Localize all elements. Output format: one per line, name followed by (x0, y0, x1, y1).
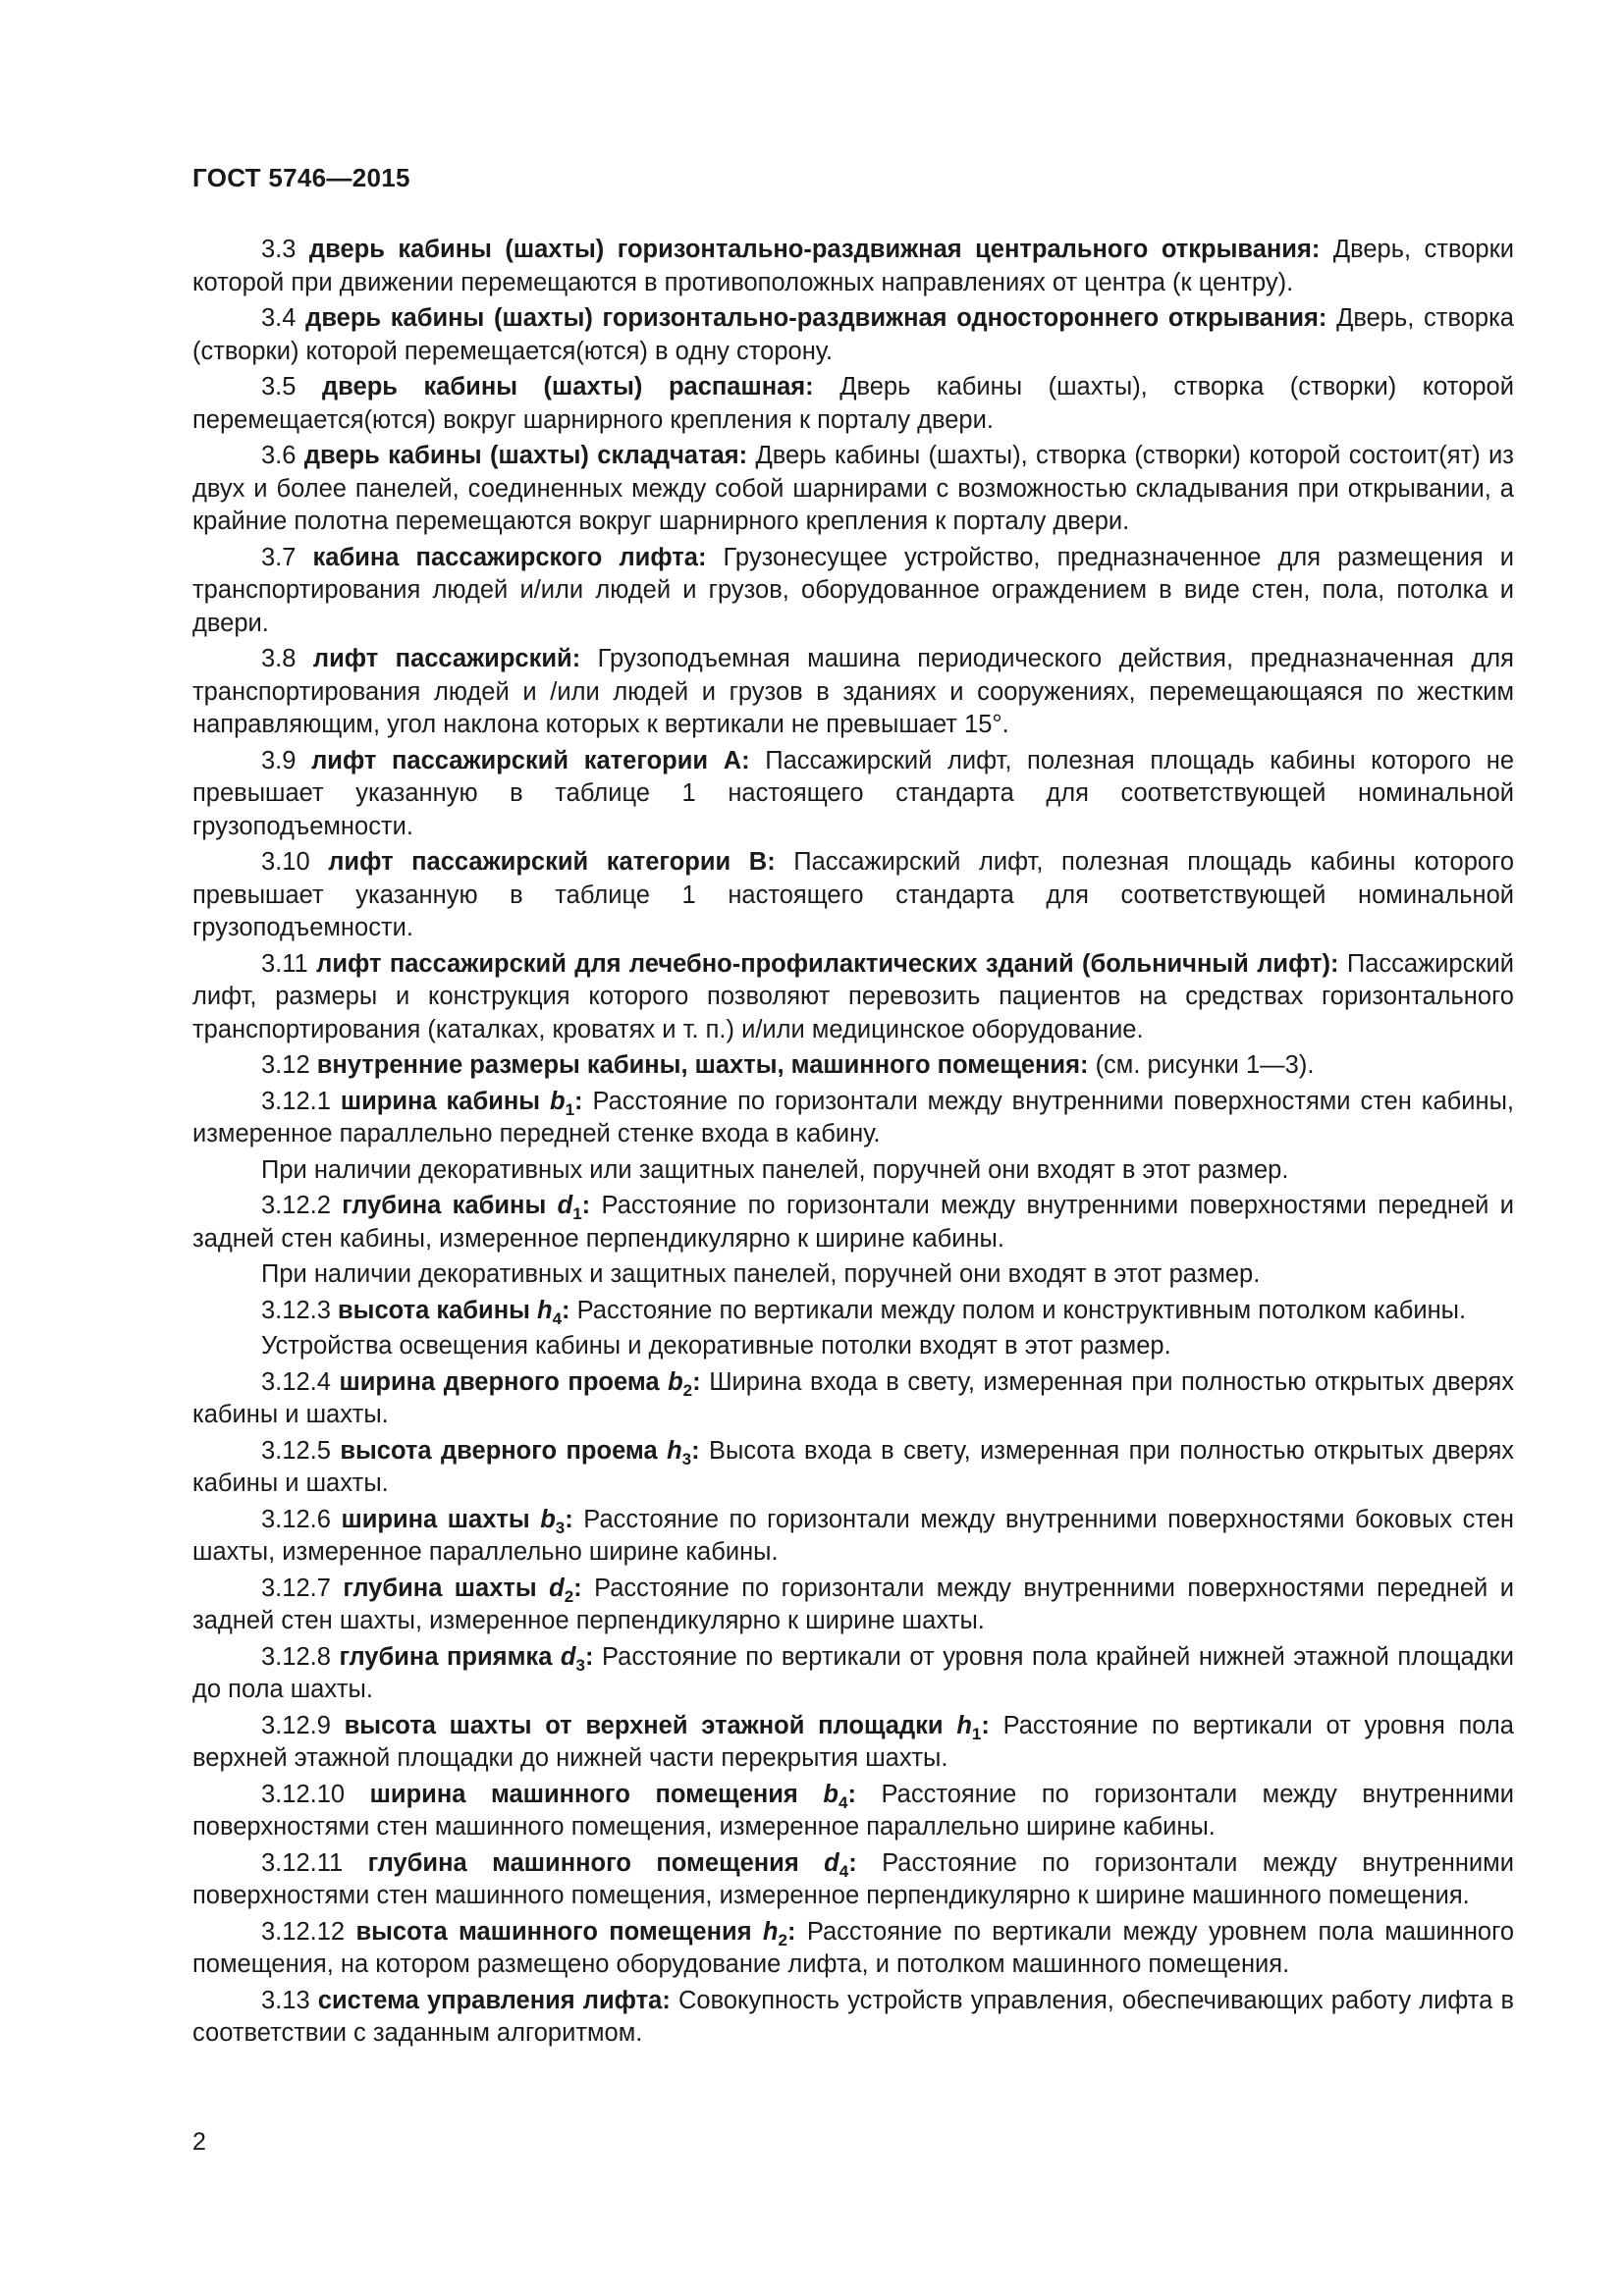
definitions-body (192, 234, 1514, 2054)
definition-paragraph (192, 643, 1514, 742)
definition-paragraph (192, 1985, 1514, 2051)
definition-paragraph (192, 1086, 1514, 1151)
definition-paragraph (192, 1779, 1514, 1844)
definition-paragraph (192, 302, 1514, 368)
definition-text: Грузоподъемная машина периодического действия, предназначенная для транспортирования людей и /или людей и грузов в зданиях и сооружениях, перемещающаяся по жестким направляющим, угол наклона которых к вертикали не превышает 15°. (192, 645, 1514, 738)
defined-term: высота машинного помещения $h_2$: (355, 1917, 796, 1949)
clause-number: 3.8 (261, 645, 297, 672)
definition-text: Ширина входа в свету, измеренная при полностью открытых дверях кабины и шахты. (192, 1367, 1514, 1428)
definition-paragraph (192, 1258, 1514, 1292)
clause-number: 3.12.9 (261, 1711, 331, 1739)
clause-number: 3.12.12 (261, 1917, 346, 1946)
dimension-subscript: 2 (778, 1930, 787, 1949)
definition-text: Грузонесущее устройство, предназначенное для размещения и транспортирования людей и/или людей и грузов, оборудованное ограждением в виде стен, пола, потолка и двери. (192, 543, 1514, 637)
dimension-subscript: 1 (572, 1204, 582, 1224)
definition-text: При наличии декоративных или защитных панелей, поручней они входят в этот размер. (261, 1155, 1289, 1184)
clause-number: 3.11 (261, 949, 308, 978)
defined-term: кабина пассажирского лифта: (312, 543, 707, 571)
clause-number: 3.12.4 (261, 1367, 331, 1396)
definition-paragraph (192, 1154, 1514, 1188)
clause-number: 3.12.1 (261, 1087, 331, 1115)
definition-paragraph (192, 1435, 1514, 1501)
clause-number: 3.12.6 (261, 1505, 331, 1533)
dimension-subscript: 4 (838, 1792, 848, 1812)
definition-text: Высота входа в свету, измеренная при полностью открытых дверях кабины и шахты. (192, 1436, 1515, 1497)
definition-text: Расстояние по вертикали от уровня пола верхней этажной площадки до нижней части перекрытия шахты. (192, 1711, 1514, 1772)
dimension-subscript: 3 (555, 1518, 566, 1537)
defined-term: дверь кабины (шахты) горизонтально-раздвижная одностороннего открывания: (305, 304, 1327, 332)
dimension-subscript: 1 (565, 1099, 575, 1119)
defined-term: дверь кабины (шахты) горизонтально-раздвижная центрального открывания: (308, 236, 1321, 263)
defined-term: дверь кабины (шахты) складчатая: (303, 442, 748, 469)
definition-text: Пассажирский лифт, размеры и конструкция которого позволяют перевозить пациентов на средствах горизонтального транспортирования (каталках, кроватях и т. п.) и/или медицинское оборудование. (192, 949, 1514, 1043)
dimension-subscript: 4 (552, 1308, 563, 1328)
definition-text: Устройства освещения кабины и декоративные потолки входят в этот размер. (261, 1332, 1171, 1360)
clause-number: 3.7 (261, 543, 297, 571)
dimension-symbol: d (549, 1574, 565, 1602)
definition-paragraph (192, 371, 1514, 437)
defined-term: глубина машинного помещения $d_4$: (367, 1848, 857, 1881)
defined-term: внутренние размеры кабины, шахты, машинного помещения: (316, 1051, 1089, 1079)
definition-text: Дверь, створка (створки) которой перемещается(ются) в одну сторону. (192, 304, 1514, 365)
clause-number: 3.12.5 (261, 1436, 331, 1465)
dimension-subscript: 2 (682, 1380, 693, 1400)
definition-text: (см. рисунки 1—3). (1095, 1051, 1315, 1079)
dimension-subscript: 2 (564, 1586, 574, 1606)
dimension-symbol: h (667, 1436, 682, 1465)
definition-paragraph (192, 440, 1514, 539)
dimension-symbol: h (956, 1711, 972, 1739)
dimension-symbol: h (762, 1917, 779, 1946)
clause-number: 3.12.3 (261, 1296, 331, 1324)
clause-number: 3.12.2 (261, 1192, 331, 1219)
dimension-symbol: d (560, 1642, 576, 1671)
defined-term: лифт пассажирский категории В: (328, 848, 776, 876)
definition-paragraph (192, 948, 1514, 1047)
definition-text: Расстояние по горизонтали между внутренними поверхностями стен машинного помещения, измеренное параллельно ширине кабины. (192, 1780, 1514, 1841)
defined-term: ширина машинного помещения $b_4$: (369, 1780, 856, 1812)
dimension-symbol: d (824, 1848, 839, 1877)
definition-paragraph (192, 1641, 1514, 1707)
defined-term: лифт пассажирский для лечебно-профилактических зданий (больничный лифт): (316, 949, 1339, 978)
clause-number: 3.3 (261, 236, 297, 263)
page-number: 2 (192, 2128, 206, 2156)
defined-term: глубина кабины $d_1$: (342, 1192, 591, 1224)
definition-text: Расстояние по горизонтали между внутренними поверхностями стен машинного помещения, измеренное перпендикулярно к ширине машинного помещения. (192, 1848, 1514, 1909)
definition-paragraph (192, 1504, 1514, 1570)
definition-paragraph (192, 745, 1514, 844)
definition-paragraph (192, 1330, 1514, 1363)
clause-number: 3.12.8 (261, 1642, 331, 1671)
clause-number: 3.4 (261, 304, 297, 332)
definition-paragraph (192, 1049, 1514, 1083)
defined-term: ширина дверного проема $b_2$: (339, 1367, 701, 1400)
clause-number: 3.5 (261, 373, 297, 400)
definition-paragraph (192, 1295, 1514, 1328)
definition-text: При наличии декоративных и защитных панелей, поручней они входят в этот размер. (261, 1260, 1261, 1288)
definition-text: Совокупность устройств управления, обеспечивающих работу лифта в соответствии с заданным алгоритмом. (192, 1986, 1515, 2047)
clause-number: 3.6 (261, 442, 297, 469)
definition-paragraph (192, 1573, 1514, 1638)
dimension-symbol: b (823, 1780, 839, 1808)
definition-text: Расстояние по вертикали от уровня пола крайней нижней этажной площадки до пола шахты. (192, 1642, 1514, 1703)
dimension-subscript: 1 (971, 1724, 982, 1743)
clause-number: 3.12.11 (261, 1848, 344, 1877)
dimension-symbol: b (540, 1505, 556, 1533)
dimension-symbol: h (536, 1296, 553, 1324)
definition-text: Расстояние по вертикали между полом и конструктивным потолком кабины. (576, 1296, 1467, 1324)
definition-text: Дверь кабины (шахты), створка (створки) которой состоит(ят) из двух и более панелей, соединенных между собой шарнирами с возможностью складывания при открывании, а крайние полотна перемещаются вокруг шарнирного крепления к порталу двери. (192, 442, 1514, 535)
defined-term: дверь кабины (шахты) распашная: (321, 373, 814, 400)
dimension-subscript: 4 (839, 1861, 849, 1881)
definition-text: Расстояние по вертикали между уровнем пола машинного помещения, на котором размещено оборудование лифта, и потолком машинного помещения. (192, 1917, 1515, 1978)
definition-text: Расстояние по горизонтали между внутренними поверхностями передней и задней стен шахты, измеренное перпендикулярно к ширине шахты. (192, 1574, 1514, 1634)
defined-term: лифт пассажирский категории А: (311, 746, 750, 774)
defined-term: глубина приямка $d_3$: (339, 1642, 594, 1675)
clause-number: 3.12.7 (261, 1574, 331, 1602)
dimension-symbol: d (557, 1192, 573, 1219)
definition-paragraph (192, 542, 1514, 641)
dimension-subscript: 3 (575, 1655, 585, 1675)
dimension-symbol: b (668, 1367, 683, 1396)
clause-number: 3.12 (261, 1051, 310, 1079)
defined-term: глубина шахты $d_2$: (343, 1574, 582, 1606)
document-code-header: ГОСТ 5746—2015 (192, 163, 410, 192)
definition-paragraph (192, 846, 1514, 945)
dimension-symbol: b (549, 1087, 566, 1115)
clause-number: 3.12.10 (261, 1780, 346, 1808)
defined-term: ширина шахты $b_3$: (341, 1505, 573, 1537)
definition-text: Расстояние по горизонтали между внутренними поверхностями боковых стен шахты, измеренное параллельно ширине кабины. (192, 1505, 1514, 1566)
definition-text: Расстояние по горизонтали между внутренними поверхностями передней и задней стен кабины, измеренное перпендикулярно к ширине кабины. (192, 1192, 1514, 1253)
defined-term: ширина кабины $b_1$: (340, 1087, 583, 1119)
definition-paragraph (192, 1847, 1514, 1913)
definition-text: Расстояние по горизонтали между внутренними поверхностями стен кабины, измеренное параллельно передней стенке входа в кабину. (192, 1087, 1514, 1148)
defined-term: высота дверного проема $h_3$: (340, 1436, 700, 1468)
clause-number: 3.13 (261, 1986, 310, 2014)
defined-term: высота шахты от верхней этажной площадки $h_1$: (344, 1711, 990, 1743)
definition-text: Пассажирский лифт, полезная площадь кабины которого превышает указанную в таблице 1 настоящего стандарта для соответствующей номинальной грузоподъемности. (192, 848, 1515, 941)
defined-term: высота кабины $h_4$: (338, 1296, 570, 1328)
definition-text: Дверь кабины (шахты), створка (створки) которой перемещается(ются) вокруг шарнирного крепления к порталу двери. (192, 373, 1514, 434)
clause-number: 3.10 (261, 848, 310, 876)
defined-term: лифт пассажирский: (312, 645, 581, 672)
clause-number: 3.9 (261, 746, 297, 774)
definition-paragraph (192, 1916, 1514, 1982)
definition-text: Пассажирский лифт, полезная площадь кабины которого не превышает указанную в таблице 1 настоящего стандарта для соответствующей номинальной грузоподъемности. (192, 746, 1515, 840)
definition-paragraph (192, 1710, 1514, 1776)
dimension-subscript: 3 (681, 1449, 692, 1468)
definition-text: Дверь, створки которой при движении перемещаются в противоположных направлениях от центра (к центру). (192, 236, 1514, 296)
defined-term: система управления лифта: (317, 1986, 671, 2014)
definition-paragraph (192, 1190, 1514, 1255)
definition-paragraph (192, 1366, 1514, 1432)
definition-paragraph (192, 234, 1514, 299)
